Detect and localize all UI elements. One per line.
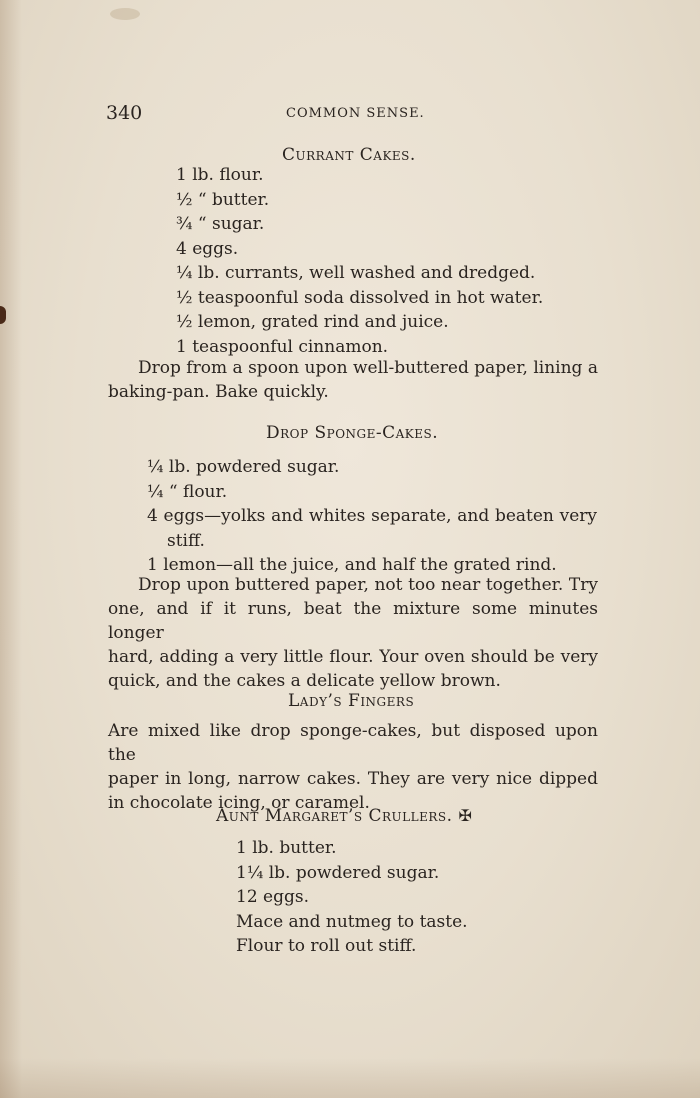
directions-line: quick, and the cakes a delicate yellow brown. xyxy=(108,671,501,691)
recipe-title-drop-sponge-cakes: Drop Sponge-Cakes. xyxy=(266,423,439,443)
ingredient-list-currant-cakes xyxy=(176,163,543,359)
page-shadow-left xyxy=(0,0,22,1098)
recipe-title-text: Aunt Margaret’s Crullers. xyxy=(216,806,453,826)
running-title: COMMON SENSE. xyxy=(286,106,425,121)
directions-line: hard, adding a very little flour. Your oven should be very xyxy=(108,647,598,667)
ingredient-line: 1 teaspoonful cinnamon. xyxy=(176,336,389,357)
ingredient-line: 1 lb. butter. xyxy=(236,838,337,858)
recipe-title-aunt-margarets-crullers xyxy=(216,806,472,826)
directions-line: baking-pan. Bake quickly. xyxy=(108,382,329,402)
directions-line: in chocolate icing, or caramel. xyxy=(108,793,370,813)
ingredient-line: ¾ “ sugar. xyxy=(176,214,265,234)
page-number: 340 xyxy=(106,102,143,124)
directions-ladys-fingers xyxy=(108,719,598,815)
ingredient-line: ½ teaspoonful soda dissolved in hot water. xyxy=(176,287,544,308)
paper-stain xyxy=(110,8,140,20)
directions-drop-sponge-cakes xyxy=(108,573,598,693)
ingredient-list-crullers xyxy=(236,836,468,959)
ingredient-line: ¼ lb. currants, well washed and dredged. xyxy=(176,263,536,283)
ingredient-list-drop-sponge-cakes xyxy=(147,455,597,578)
ingredient-line: 4 eggs—yolks and whites separate, and beaten very xyxy=(147,506,597,526)
ingredient-line: Flour to roll out stiff. xyxy=(236,936,417,956)
ingredient-line: ½ lemon, grated rind and juice. xyxy=(176,312,449,332)
ingredient-line: 12 eggs. xyxy=(236,887,309,907)
ingredient-line: Mace and nutmeg to taste. xyxy=(236,911,468,932)
ingredient-line: ¼ lb. powdered sugar. xyxy=(147,457,340,477)
ingredient-line: ¼ “ flour. xyxy=(147,481,228,502)
ingredient-line-continued: stiff. xyxy=(167,530,205,551)
directions-line: Drop from a spoon upon well-buttered paper, lining a xyxy=(138,358,598,378)
directions-line: Drop upon buttered paper, not too near together. Try xyxy=(138,575,598,595)
directions-currant-cakes xyxy=(108,356,598,404)
recipe-title-ladys-fingers: Lady’s Fingers xyxy=(288,691,415,711)
directions-line: one, and if it runs, beat the mixture some minutes longer xyxy=(108,599,598,643)
directions-line: Are mixed like drop sponge-cakes, but disposed upon the xyxy=(108,721,598,765)
ingredient-line: ½ “ butter. xyxy=(176,189,270,210)
cross-mark-icon: ✠ xyxy=(458,806,473,825)
ingredient-line: 1 lb. flour. xyxy=(176,165,264,185)
page-shadow-bottom xyxy=(0,1058,700,1098)
ingredient-line: 4 eggs. xyxy=(176,238,239,259)
ingredient-line: 1 lemon—all the juice, and half the grated rind. xyxy=(147,555,557,575)
recipe-title-currant-cakes: Currant Cakes. xyxy=(282,145,416,165)
directions-line: paper in long, narrow cakes. They are very nice dipped xyxy=(108,769,598,789)
ingredient-line: 1¼ lb. powdered sugar. xyxy=(236,862,440,883)
